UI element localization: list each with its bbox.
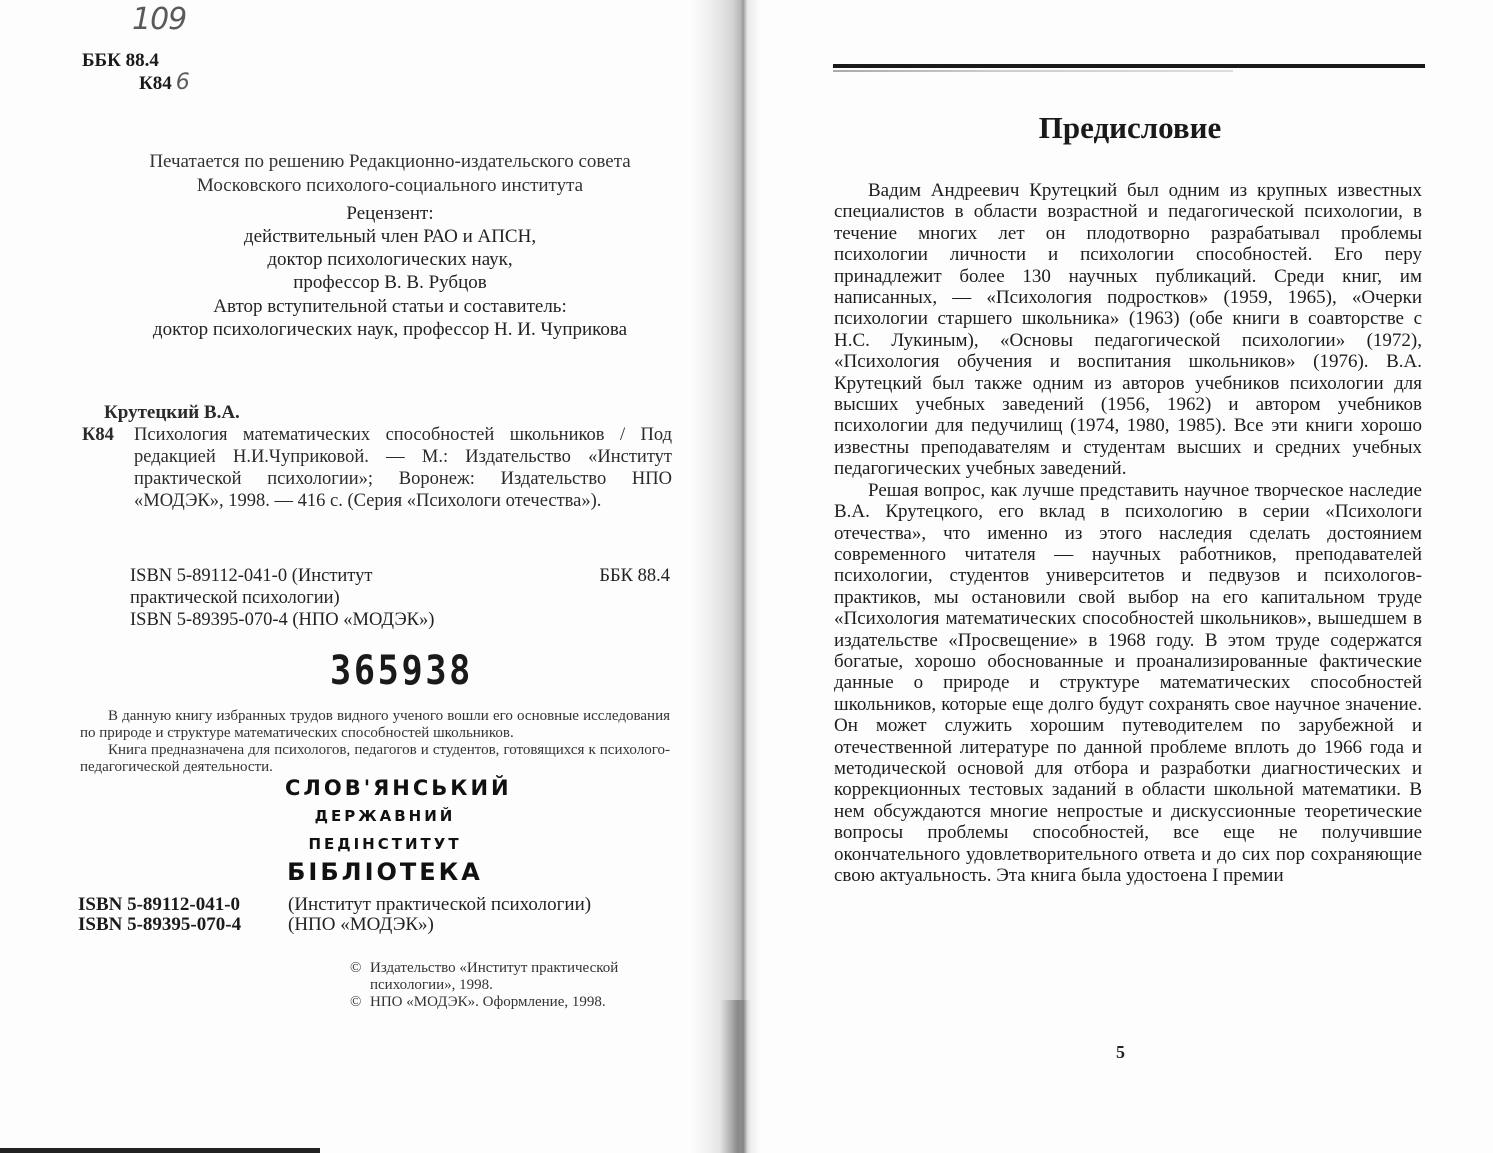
reviewer-block (60, 202, 720, 294)
bbk-label: ББК 88.4 (82, 50, 159, 71)
isbn-row (78, 915, 591, 935)
printed-by-notice (60, 150, 720, 198)
record-author: Крутецкий В.А. (104, 402, 240, 423)
isbn-publisher: (НПО «МОДЭК») (288, 914, 434, 935)
isbn-a-first: ISBN 5-89112-041-0 (Институт (130, 566, 373, 586)
author-mark: К84 (139, 73, 172, 94)
printed-by-line: Московского психолого-социального института (196, 175, 584, 196)
header-rule (833, 64, 1425, 68)
copyright-item (350, 994, 680, 1011)
body-paragraph: Решая вопрос, как лучше представить научное творческое наследие В.А. Крутецкого, его вклад в психологию в серии «Психологи отечества», что именно из этого наследия сделать достоянием современного читателя — научных работников, преподавателей психологии, студентов университетов и педвузов и психологов-практиков, мы остановили свой выбор на его капитальном труде «Психология математических способностей школьников», вышедшем в издательстве «Просвещение» в 1968 году. В этом труде содержатся богатые, хорошо обоснованные и проанализированные фактические данные о природе и структуре математических способностей школьников, которые еще долго будут сохранять свое научное значение. Он может служить хорошим путеводителем по зарубежной и отечественной литературе по данной проблеме вплоть до 1966 года и методической основой для отбора и разработки диагностических и коррекционных тестовых заданий в области школьной математики. В нем обсуждаются многие непростые и дискуссионные теоретические вопросы проблемы способностей, все еще не получившие окончательного удовлетворительного ответа и до сих пор сохраняющие свою актуальность. Эта книга была удостоена I премии (834, 479, 1422, 886)
preface-body (834, 180, 1422, 886)
chapter-title: Предисловие (1038, 110, 1222, 145)
library-stamp (285, 774, 512, 886)
copyright-icon: © (350, 994, 362, 1010)
isbn-a-line3: ISBN 5-89395-070-4 (НПО «МОДЭК») (130, 610, 435, 630)
compiler-heading: Автор вступительной статьи и составитель: (213, 296, 567, 317)
copyright-item (350, 960, 680, 994)
stamp-line: СЛОВ'ЯНСЬКИЙ (285, 776, 512, 800)
inventory-number-stamp: 365938 (330, 648, 473, 694)
isbn-publisher: (Институт практической психологии) (288, 894, 592, 915)
isbn-row (78, 895, 591, 915)
handwritten-number: 109 (132, 2, 187, 37)
copyright-text: НПО «МОДЭК». Оформление, 1998. (370, 994, 606, 1010)
isbn-number: ISBN 5-89112-041-0 (78, 894, 241, 915)
reviewer-line: действительный член РАО и АПСН, (243, 226, 537, 247)
copyright-notice (350, 960, 680, 1011)
reviewer-line: доктор психологических наук, (267, 249, 513, 270)
book-annotation (80, 708, 670, 776)
header-rule-shadow (833, 70, 1233, 72)
copyright-icon: © (350, 960, 362, 976)
stamp-line: ПЕДІНСТИТУТ (308, 835, 462, 853)
bibliographic-record (82, 402, 672, 512)
record-code: К84 (82, 425, 114, 445)
stamp-line: БІБЛІОТЕКА (287, 858, 483, 886)
isbn-a-line2: практической психологии) (130, 588, 340, 608)
reviewer-line: профессор В. В. Рубцов (293, 272, 487, 293)
annotation-paragraph: Книга предназначена для психологов, педагогов и студентов, готовящихся к психолого-педагогической деятельности. (80, 742, 670, 775)
record-row (82, 424, 672, 512)
spine-shadow (720, 1000, 750, 1153)
body-paragraph: Вадим Андреевич Крутецкий был одним из крупных известных специалистов в области возрастной и педагогической психологии, в течение многих лет он плодотворно разрабатывал проблемы психологии личности и психологии способностей. Его перу принадлежит более 130 научных публикаций. Среди книг, им написанных, — «Психология подростков» (1959, 1965), «Очерки психологии старшего школьника» (1963) (обе книги в соавторстве с Н.С. Лукиным), «Основы педагогической психологии» (1972), «Психология обучения и воспитания школьников» (1976). В.А. Крутецкий был также одним из авторов учебников психологии для высших учебных заведений (1956, 1962) и автором учебников психологии для педучилищ (1974, 1980, 1985). Все эти книги хорошо известны преподавателям и студентам высших и средних учебных педагогических учебных заведений. (834, 180, 1422, 480)
compiler-block (60, 295, 720, 341)
copyright-text: Издательство «Институт практической психологии», 1998. (370, 960, 619, 993)
author-mark-row (82, 72, 190, 95)
isbn-a-line1 (130, 565, 670, 587)
annotation-paragraph: В данную книгу избранных трудов видного ученого вошли его основные исследования по природе и структуре математических способностей школьников. (80, 708, 670, 741)
bbk-classification (82, 50, 190, 95)
record-text: Психология математических способностей школьников / Под редакцией Н.И.Чуприковой. — М.: Издательство «Институт практической психологии»; Воронеж: Издательство НПО «МОДЭК», 1998. — 416 с. (Серия «Психологи отечества»). (134, 425, 672, 511)
isbn-block-a (130, 565, 670, 631)
isbn-number: ISBN 5-89395-070-4 (78, 914, 242, 935)
handwritten-suffix: 6 (175, 70, 190, 95)
compiler-line: доктор психологических наук, профессор Н. И. Чуприкова (152, 319, 628, 340)
scan-bottom-edge (0, 1148, 320, 1153)
isbn-block-b (78, 895, 591, 935)
reviewer-heading: Рецензент: (346, 203, 434, 224)
isbn-a-bbk: ББК 88.4 (599, 566, 670, 586)
printed-by-line: Печатается по решению Редакционно-издательского совета (149, 151, 631, 172)
page-number: 5 (1116, 1042, 1125, 1062)
stamp-line: ДЕРЖАВНИЙ (314, 807, 456, 825)
